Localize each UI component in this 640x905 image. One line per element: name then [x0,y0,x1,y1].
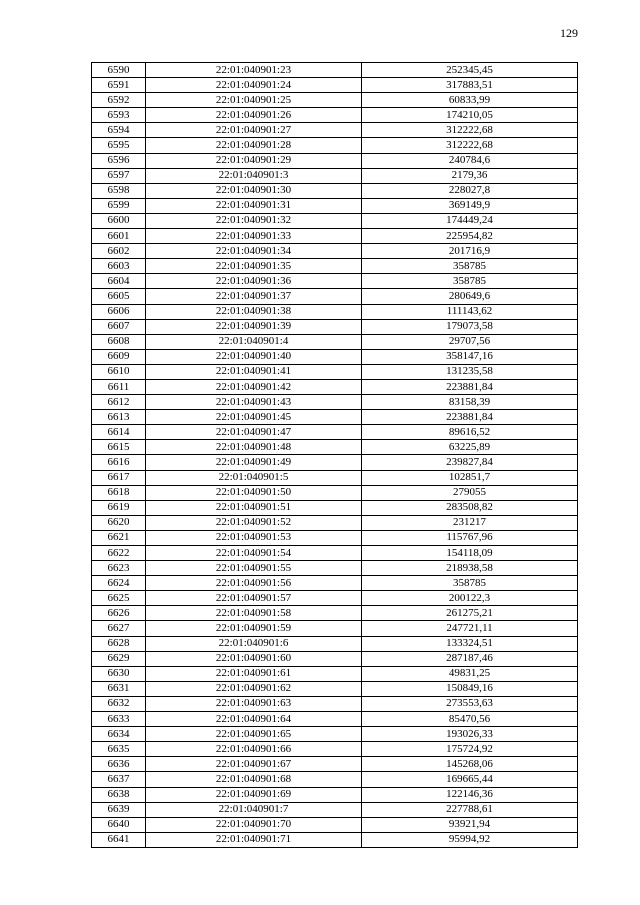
table-row [92,727,578,742]
table-row [92,787,578,802]
value-cell: 115767,96 [362,530,578,545]
value-cell: 93921,94 [362,817,578,832]
table-row [92,319,578,334]
value-cell: 174449,24 [362,213,578,228]
cadastral-number-cell: 22:01:040901:42 [146,379,362,394]
page-number: 129 [560,26,578,40]
table-row [92,289,578,304]
row-number-cell: 6604 [92,274,146,289]
cadastral-number-cell: 22:01:040901:24 [146,78,362,93]
cadastral-number-cell: 22:01:040901:39 [146,319,362,334]
table-row [92,213,578,228]
cadastral-number-cell: 22:01:040901:53 [146,530,362,545]
value-cell: 228027,8 [362,183,578,198]
row-number-cell: 6609 [92,349,146,364]
table-row [92,485,578,500]
row-number-cell: 6593 [92,108,146,123]
table-row [92,395,578,410]
value-cell: 252345,45 [362,63,578,78]
table-row [92,636,578,651]
cadastral-number-cell: 22:01:040901:32 [146,213,362,228]
row-number-cell: 6602 [92,244,146,259]
cadastral-number-cell: 22:01:040901:63 [146,696,362,711]
cadastral-number-cell: 22:01:040901:56 [146,576,362,591]
table-row [92,651,578,666]
row-number-cell: 6611 [92,379,146,394]
cadastral-number-cell: 22:01:040901:70 [146,817,362,832]
row-number-cell: 6625 [92,591,146,606]
value-cell: 83158,39 [362,395,578,410]
row-number-cell: 6597 [92,168,146,183]
row-number-cell: 6619 [92,500,146,515]
cadastral-number-cell: 22:01:040901:30 [146,183,362,198]
row-number-cell: 6618 [92,485,146,500]
row-number-cell: 6639 [92,802,146,817]
table-body [92,63,578,848]
value-cell: 174210,05 [362,108,578,123]
value-cell: 231217 [362,515,578,530]
cadastral-number-cell: 22:01:040901:64 [146,712,362,727]
table-row [92,546,578,561]
cadastral-number-cell: 22:01:040901:5 [146,470,362,485]
value-cell: 358785 [362,274,578,289]
value-cell: 369149,9 [362,198,578,213]
value-cell: 29707,56 [362,334,578,349]
table-row [92,802,578,817]
cadastral-number-cell: 22:01:040901:34 [146,244,362,259]
value-cell: 60833,99 [362,93,578,108]
cadastral-number-cell: 22:01:040901:60 [146,651,362,666]
table-row [92,153,578,168]
row-number-cell: 6634 [92,727,146,742]
cadastral-number-cell: 22:01:040901:51 [146,500,362,515]
row-number-cell: 6617 [92,470,146,485]
value-cell: 312222,68 [362,123,578,138]
value-cell: 102851,7 [362,470,578,485]
value-cell: 283508,82 [362,500,578,515]
value-cell: 239827,84 [362,455,578,470]
table-row [92,696,578,711]
cadastral-number-cell: 22:01:040901:28 [146,138,362,153]
value-cell: 223881,84 [362,410,578,425]
cadastral-number-cell: 22:01:040901:36 [146,274,362,289]
cadastral-number-cell: 22:01:040901:25 [146,93,362,108]
table-row [92,410,578,425]
table-row [92,515,578,530]
value-cell: 280649,6 [362,289,578,304]
table-row [92,561,578,576]
cadastral-number-cell: 22:01:040901:37 [146,289,362,304]
row-number-cell: 6613 [92,410,146,425]
row-number-cell: 6620 [92,515,146,530]
table-row [92,63,578,78]
value-cell: 111143,62 [362,304,578,319]
row-number-cell: 6635 [92,742,146,757]
cadastral-number-cell: 22:01:040901:68 [146,772,362,787]
table-row [92,108,578,123]
table-row [92,274,578,289]
row-number-cell: 6637 [92,772,146,787]
table-row [92,244,578,259]
cadastral-number-cell: 22:01:040901:31 [146,198,362,213]
table-row [92,500,578,515]
value-cell: 223881,84 [362,379,578,394]
value-cell: 247721,11 [362,621,578,636]
row-number-cell: 6592 [92,93,146,108]
cadastral-number-cell: 22:01:040901:40 [146,349,362,364]
value-cell: 261275,21 [362,606,578,621]
value-cell: 240784,6 [362,153,578,168]
row-number-cell: 6601 [92,229,146,244]
cadastral-number-cell: 22:01:040901:57 [146,591,362,606]
value-cell: 312222,68 [362,138,578,153]
table-row [92,681,578,696]
value-cell: 287187,46 [362,651,578,666]
row-number-cell: 6624 [92,576,146,591]
table-row [92,712,578,727]
table-row [92,379,578,394]
value-cell: 358785 [362,576,578,591]
value-cell: 122146,36 [362,787,578,802]
table-row [92,440,578,455]
cadastral-table [91,62,578,848]
cadastral-number-cell: 22:01:040901:45 [146,410,362,425]
cadastral-number-cell: 22:01:040901:35 [146,259,362,274]
row-number-cell: 6596 [92,153,146,168]
value-cell: 227788,61 [362,802,578,817]
table-row [92,772,578,787]
table-row [92,349,578,364]
row-number-cell: 6622 [92,546,146,561]
value-cell: 169665,44 [362,772,578,787]
table-row [92,259,578,274]
row-number-cell: 6632 [92,696,146,711]
row-number-cell: 6594 [92,123,146,138]
value-cell: 279055 [362,485,578,500]
value-cell: 193026,33 [362,727,578,742]
value-cell: 150849,16 [362,681,578,696]
value-cell: 89616,52 [362,425,578,440]
row-number-cell: 6598 [92,183,146,198]
table-row [92,198,578,213]
row-number-cell: 6627 [92,621,146,636]
cadastral-number-cell: 22:01:040901:66 [146,742,362,757]
table-row [92,364,578,379]
table-row [92,229,578,244]
value-cell: 179073,58 [362,319,578,334]
cadastral-number-cell: 22:01:040901:26 [146,108,362,123]
cadastral-number-cell: 22:01:040901:3 [146,168,362,183]
cadastral-number-cell: 22:01:040901:49 [146,455,362,470]
table-row [92,78,578,93]
table-row [92,530,578,545]
row-number-cell: 6636 [92,757,146,772]
table-row [92,832,578,847]
value-cell: 133324,51 [362,636,578,651]
row-number-cell: 6614 [92,425,146,440]
cadastral-number-cell: 22:01:040901:52 [146,515,362,530]
cadastral-number-cell: 22:01:040901:7 [146,802,362,817]
row-number-cell: 6638 [92,787,146,802]
row-number-cell: 6640 [92,817,146,832]
row-number-cell: 6599 [92,198,146,213]
table-row [92,621,578,636]
row-number-cell: 6641 [92,832,146,847]
table-row [92,666,578,681]
value-cell: 145268,06 [362,757,578,772]
cadastral-number-cell: 22:01:040901:55 [146,561,362,576]
value-cell: 358785 [362,259,578,274]
cadastral-number-cell: 22:01:040901:71 [146,832,362,847]
cadastral-number-cell: 22:01:040901:38 [146,304,362,319]
row-number-cell: 6623 [92,561,146,576]
row-number-cell: 6603 [92,259,146,274]
table-row [92,425,578,440]
cadastral-number-cell: 22:01:040901:23 [146,63,362,78]
cadastral-number-cell: 22:01:040901:69 [146,787,362,802]
row-number-cell: 6606 [92,304,146,319]
table-row [92,742,578,757]
row-number-cell: 6621 [92,530,146,545]
row-number-cell: 6631 [92,681,146,696]
cadastral-number-cell: 22:01:040901:27 [146,123,362,138]
row-number-cell: 6626 [92,606,146,621]
row-number-cell: 6591 [92,78,146,93]
cadastral-number-cell: 22:01:040901:33 [146,229,362,244]
cadastral-number-cell: 22:01:040901:43 [146,395,362,410]
table-row [92,606,578,621]
table-row [92,334,578,349]
cadastral-number-cell: 22:01:040901:65 [146,727,362,742]
row-number-cell: 6610 [92,364,146,379]
row-number-cell: 6607 [92,319,146,334]
row-number-cell: 6629 [92,651,146,666]
cadastral-number-cell: 22:01:040901:47 [146,425,362,440]
value-cell: 317883,51 [362,78,578,93]
row-number-cell: 6612 [92,395,146,410]
cadastral-number-cell: 22:01:040901:61 [146,666,362,681]
row-number-cell: 6608 [92,334,146,349]
row-number-cell: 6605 [92,289,146,304]
table-row [92,817,578,832]
cadastral-number-cell: 22:01:040901:58 [146,606,362,621]
value-cell: 2179,36 [362,168,578,183]
table-row [92,168,578,183]
value-cell: 154118,09 [362,546,578,561]
cadastral-number-cell: 22:01:040901:67 [146,757,362,772]
row-number-cell: 6633 [92,712,146,727]
row-number-cell: 6590 [92,63,146,78]
value-cell: 200122,3 [362,591,578,606]
table-row [92,470,578,485]
row-number-cell: 6630 [92,666,146,681]
cadastral-number-cell: 22:01:040901:48 [146,440,362,455]
table-row [92,123,578,138]
cadastral-number-cell: 22:01:040901:41 [146,364,362,379]
table-row [92,591,578,606]
row-number-cell: 6615 [92,440,146,455]
table-row [92,183,578,198]
value-cell: 95994,92 [362,832,578,847]
row-number-cell: 6595 [92,138,146,153]
value-cell: 273553,63 [362,696,578,711]
table-row [92,93,578,108]
value-cell: 175724,92 [362,742,578,757]
value-cell: 358147,16 [362,349,578,364]
table-row [92,455,578,470]
value-cell: 49831,25 [362,666,578,681]
table-row [92,138,578,153]
value-cell: 85470,56 [362,712,578,727]
row-number-cell: 6600 [92,213,146,228]
value-cell: 225954,82 [362,229,578,244]
cadastral-number-cell: 22:01:040901:6 [146,636,362,651]
row-number-cell: 6616 [92,455,146,470]
value-cell: 63225,89 [362,440,578,455]
table-row [92,304,578,319]
cadastral-number-cell: 22:01:040901:54 [146,546,362,561]
cadastral-number-cell: 22:01:040901:4 [146,334,362,349]
cadastral-number-cell: 22:01:040901:62 [146,681,362,696]
value-cell: 218938,58 [362,561,578,576]
row-number-cell: 6628 [92,636,146,651]
value-cell: 201716,9 [362,244,578,259]
value-cell: 131235,58 [362,364,578,379]
cadastral-number-cell: 22:01:040901:59 [146,621,362,636]
cadastral-number-cell: 22:01:040901:29 [146,153,362,168]
table-row [92,576,578,591]
table-row [92,757,578,772]
cadastral-number-cell: 22:01:040901:50 [146,485,362,500]
